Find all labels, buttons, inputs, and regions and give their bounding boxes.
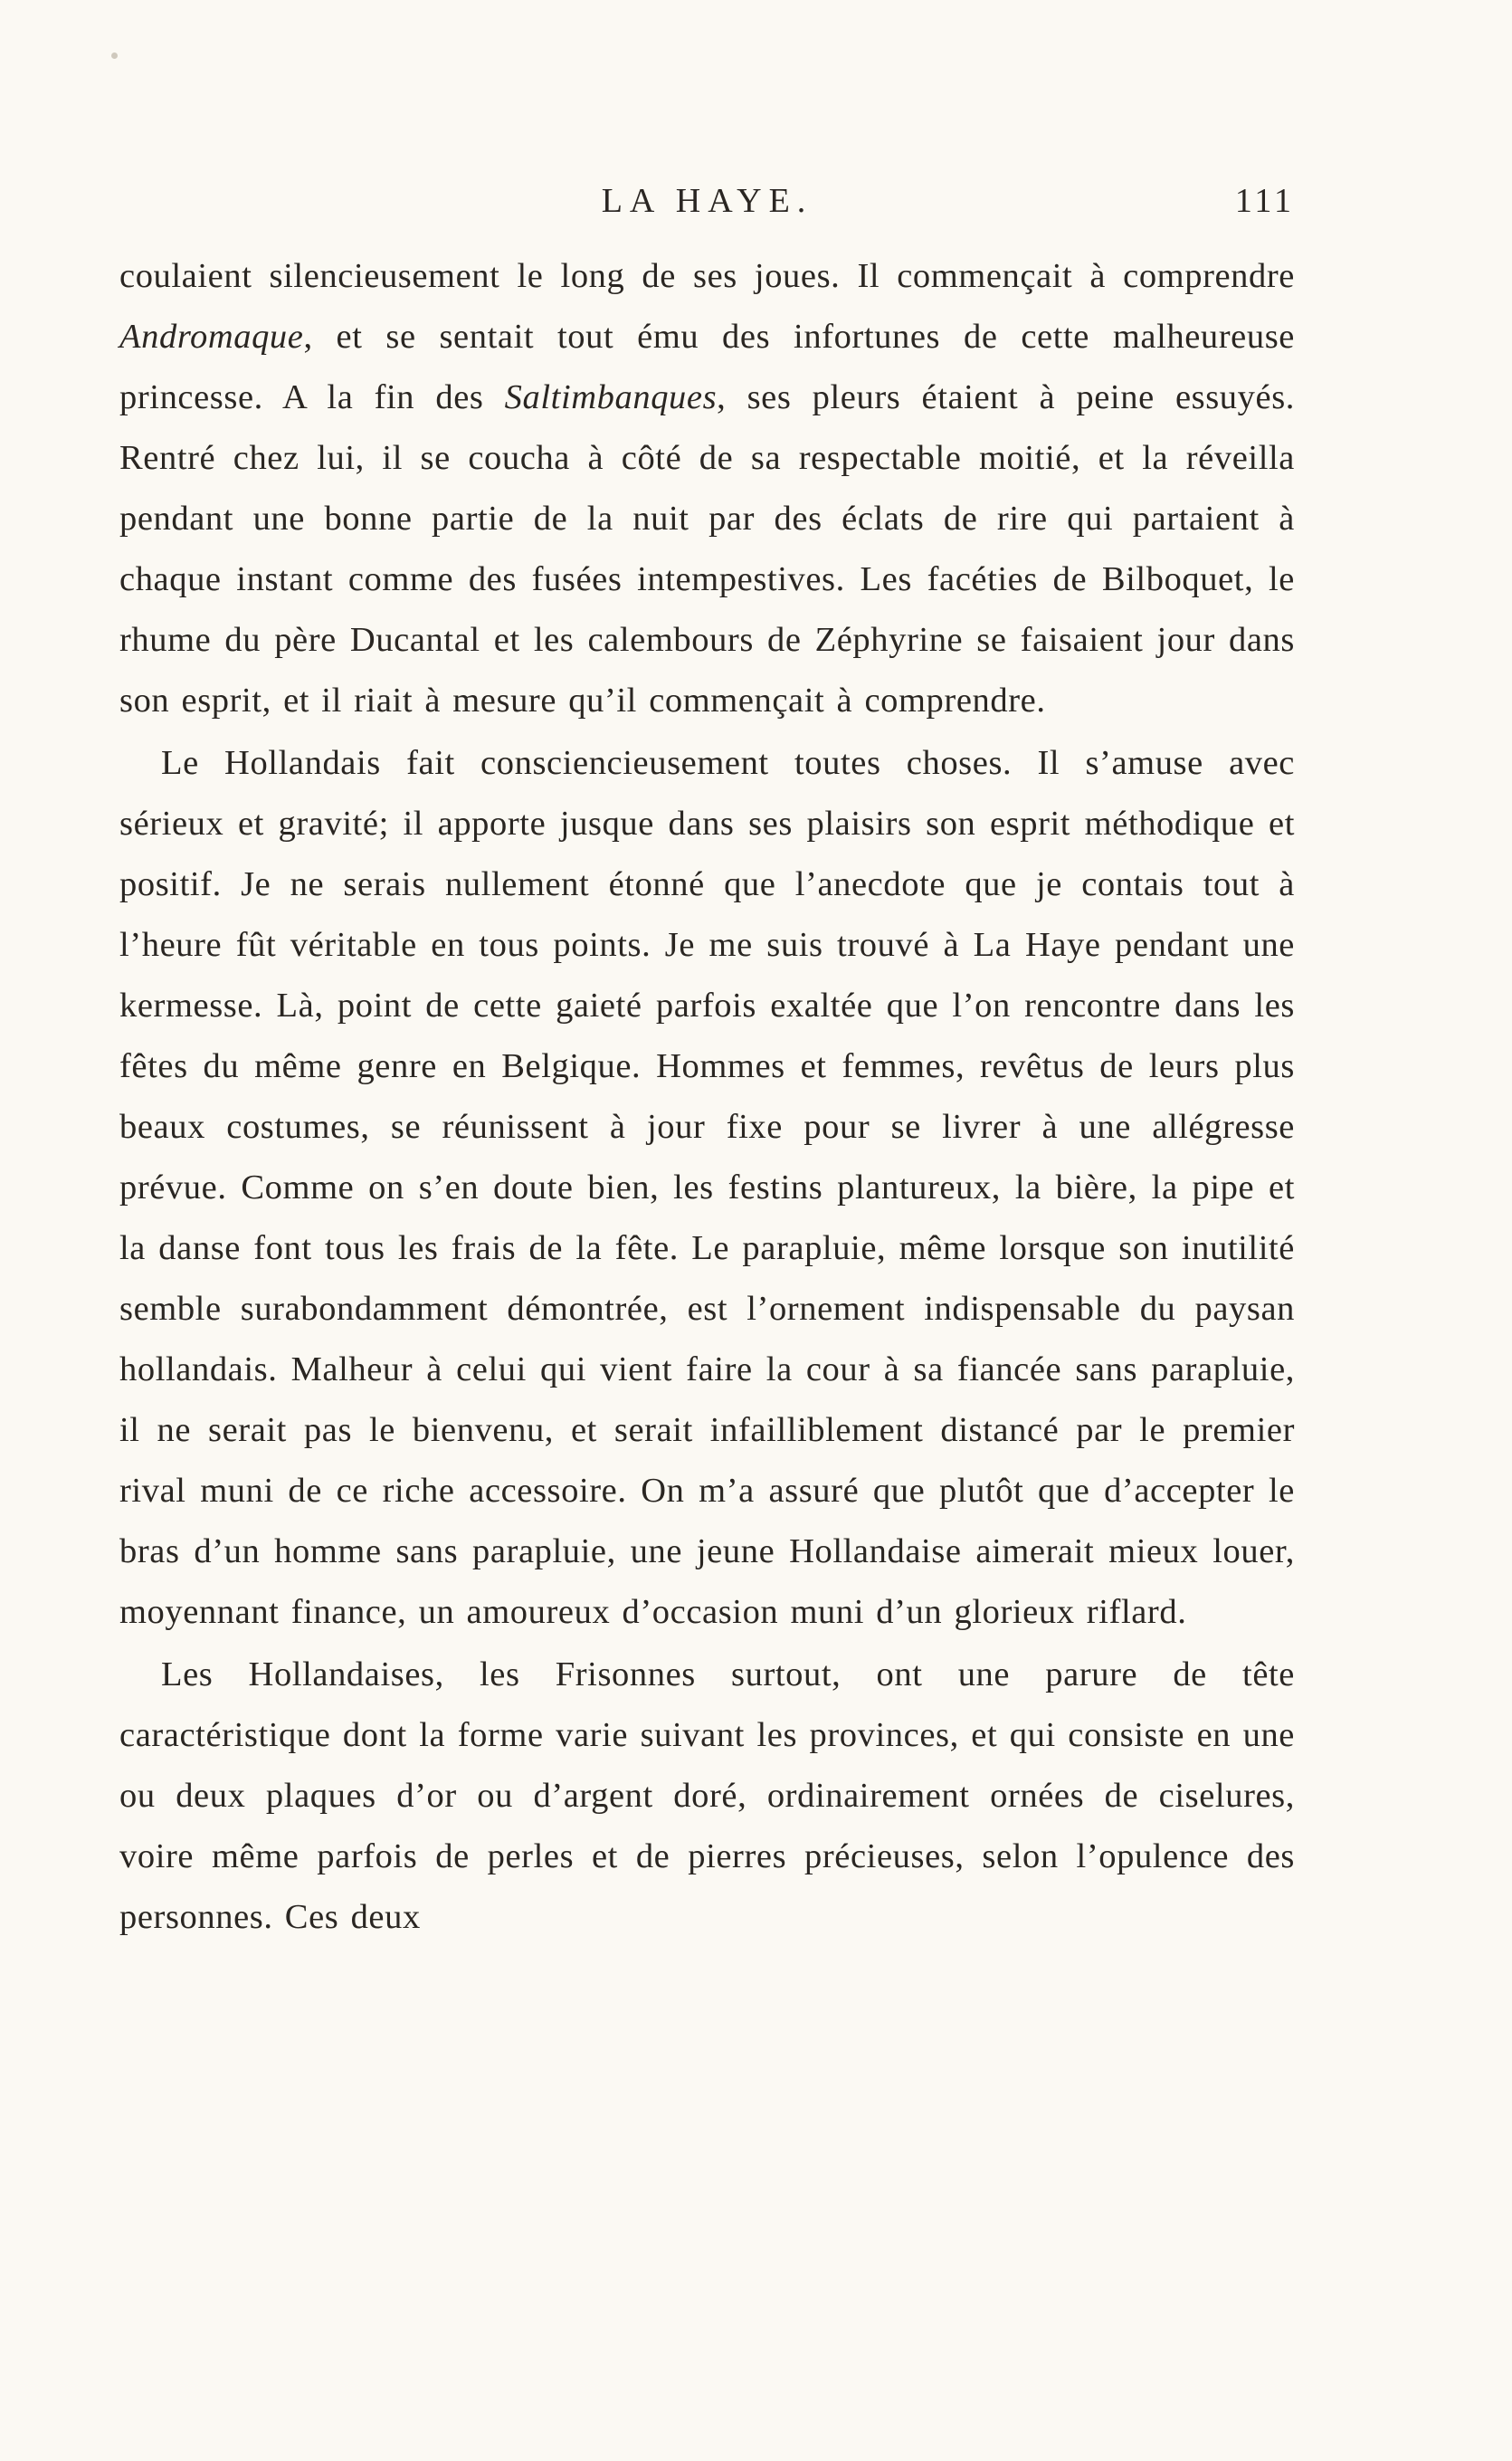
text-segment: Les Hollandaises, les Frisonnes surtout, ont une parure de tête caractéristique dont la forme varie suivant les provinces, et qui consiste en une ou deux plaques d’or ou d’argent doré, ordinairement ornées de ciselures, voire même parfois de perles et de pierres précieuses, selon l’opulence des personnes. Ces deux (119, 1655, 1295, 1936)
italic-title-saltimbanques: Saltimbanques (504, 378, 718, 416)
text-segment: , et se sentait tout ému des infortunes de cette malheureuse princesse. A la fin des (119, 318, 1295, 416)
running-title: LA HAYE. (601, 182, 813, 220)
running-header (119, 181, 1295, 228)
paper-speck (111, 52, 118, 59)
paragraph-2 (119, 733, 1295, 1643)
body-text (119, 246, 1295, 1948)
paragraph-1 (119, 246, 1295, 731)
page-number: 111 (1234, 182, 1295, 220)
paragraph-3 (119, 1645, 1295, 1948)
text-segment: Le Hollandais fait consciencieusement toutes choses. Il s’amuse avec sérieux et gravité; il apporte jusque dans ses plaisirs son esprit méthodique et positif. Je ne serais nullement étonné que l’anecdote que je contais tout à l’heure fût véritable en tous points. Je me suis trouvé à La Haye pendant une kermesse. Là, point de cette gaieté parfois exaltée que l’on rencontre dans les fêtes du même genre en Belgique. Hommes et femmes, revêtus de leurs plus beaux costumes, se réunissent à jour fixe pour se livrer à une allégresse prévue. Comme on s’en doute bien, les festins plantureux, la bière, la pipe et la danse font tous les frais de la fête. Le parapluie, même lorsque son inutilité semble surabondamment démontrée, est l’ornement indispensable du paysan hollandais. Malheur à celui qui vient faire la cour à sa fiancée sans parapluie, il ne serait pas le bienvenu, et serait infailliblement distancé par le premier rival muni de ce riche accessoire. On m’a assuré que plutôt que d’accepter le bras d’un homme sans parapluie, une jeune Hollandaise aimerait mieux louer, moyennant finance, un amoureux d’occasion muni d’un glorieux riflard. (119, 744, 1295, 1631)
italic-title-andromaque: Andromaque (119, 318, 304, 356)
text-segment: coulaient silencieusement le long de ses joues. Il commençait à comprendre (119, 257, 1295, 295)
text-segment: , ses pleurs étaient à peine essuyés. Rentré chez lui, il se coucha à côté de sa respectable moitié, et la réveilla pendant une bonne partie de la nuit par des éclats de rire qui partaient à chaque instant comme des fusées intempestives. Les facéties de Bilboquet, le rhume du père Ducantal et les calembours de Zéphyrine se faisaient jour dans son esprit, et il riait à mesure qu’il commençait à comprendre. (119, 378, 1295, 720)
